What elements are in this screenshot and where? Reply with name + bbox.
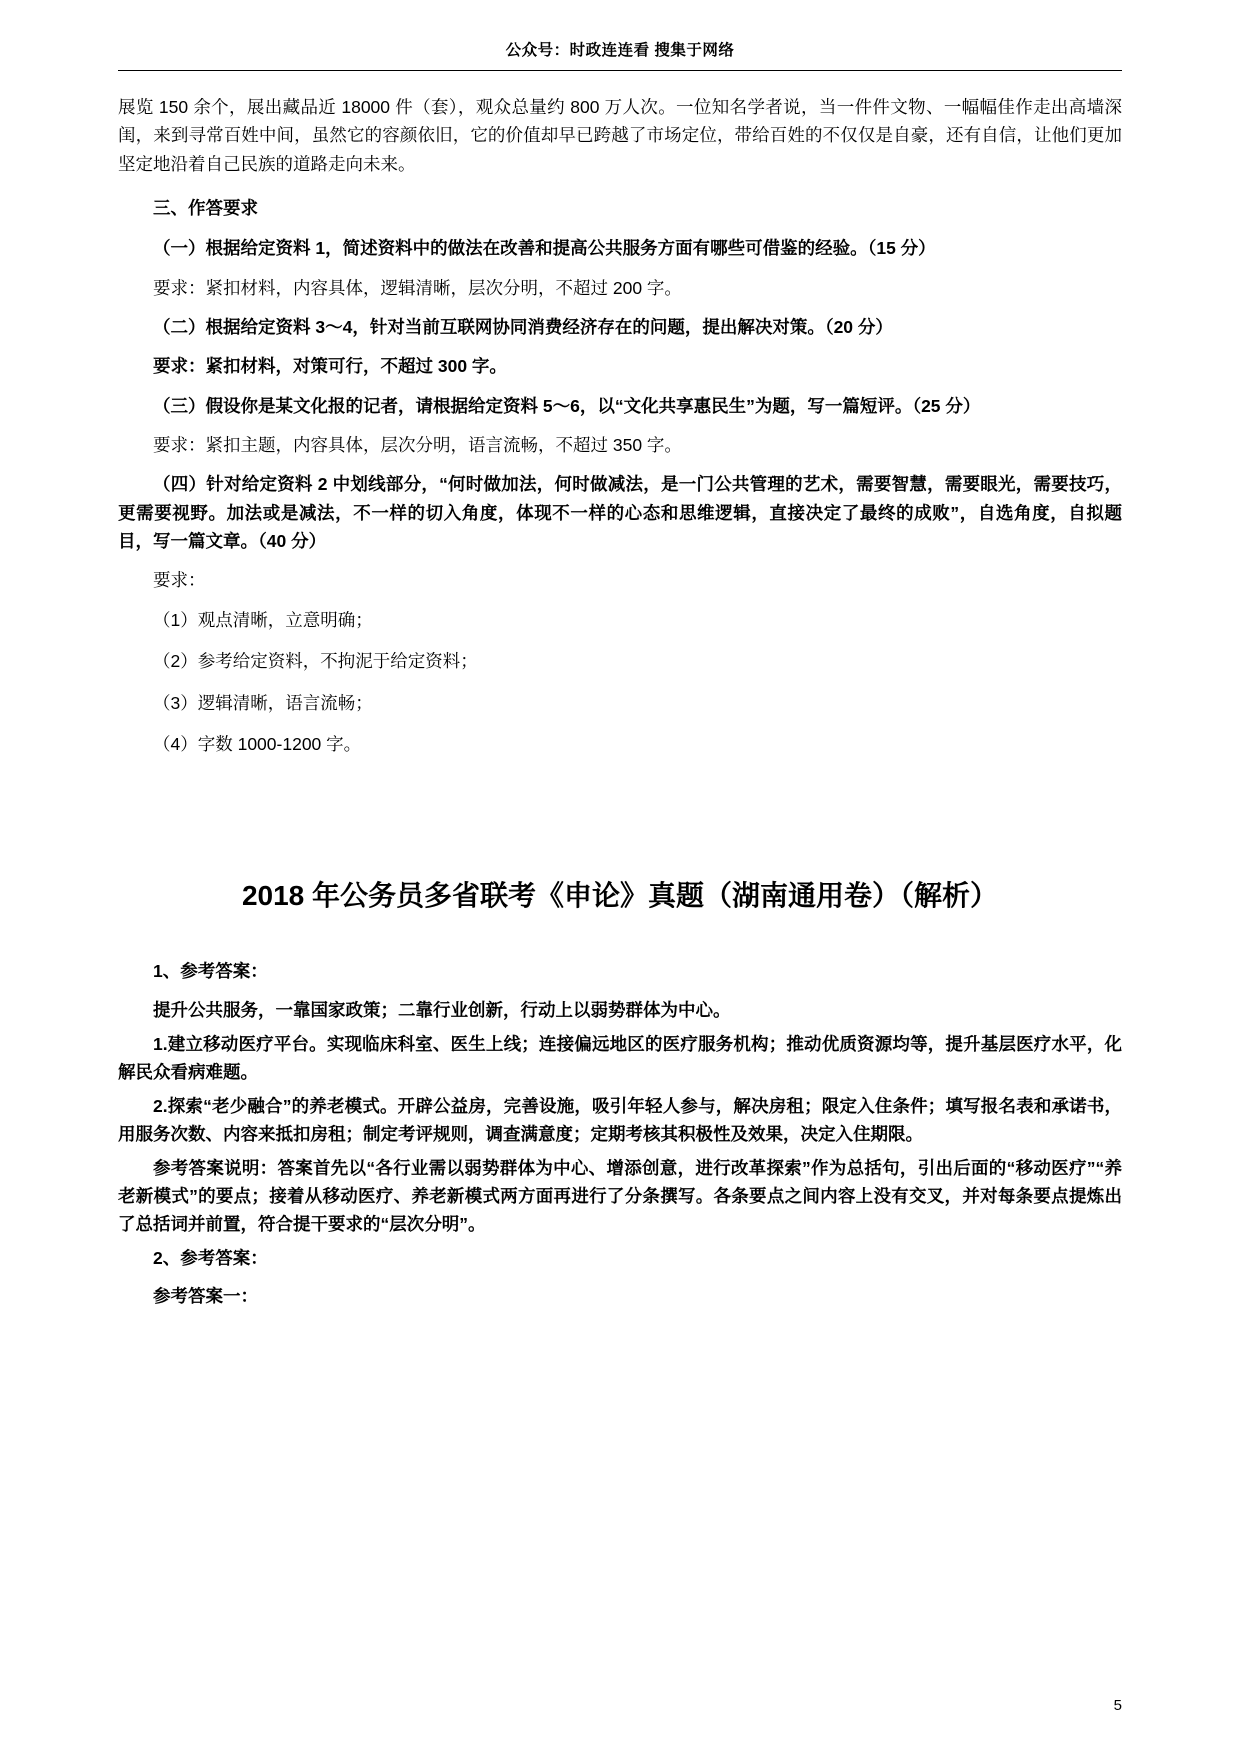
question-4-subrequirement-3: （3）逻辑清晰，语言流畅；: [153, 692, 373, 713]
question-4-subrequirement-1: （1）观点清晰，立意明确；: [153, 609, 373, 630]
answer-2-heading: 2、参考答案：: [153, 1247, 268, 1268]
answer-1-paragraph-3: 2.探索“老少融合”的养老模式。开辟公益房，完善设施，吸引年轻人参与，解决房租；限定入住条件；填写报名表和承诺书，用服务次数、内容来抵扣房租；制定考评规则，调查满意度；定期考核其积极性及效果，决定入住期限。: [118, 1095, 1122, 1144]
intro-paragraph: 展览 150 余个，展出藏品近 18000 件（套），观众总量约 800 万人次。一位知名学者说，当一件件文物、一幅幅佳作走出高墙深闺，来到寻常百姓中间，虽然它的容颜依旧，它的价值却早已跨越了市场定位，带给百姓的不仅仅是自豪，还有自信，让他们更加坚定地沿着自己民族的道路走向未来。: [118, 97, 1122, 174]
question-3-prompt: （三）假设你是某文化报的记者，请根据给定资料 5～6，以“文化共享惠民生”为题，写一篇短评。（25 分）: [153, 395, 981, 416]
question-1-prompt: （一）根据给定资料 1，简述资料中的做法在改善和提高公共服务方面有哪些可借鉴的经验。（15 分）: [153, 238, 936, 259]
answer-1-explanation: 参考答案说明：答案首先以“各行业需以弱势群体为中心、增添创意，进行改革探索”作为总括句，引出后面的“移动医疗”“养老新模式”的要点；接着从移动医疗、养老新模式两方面再进行了分条撰写。各条要点之间内容上没有交叉，并对每条要点提炼出了总括词并前置，符合提干要求的“层次分明”。: [118, 1157, 1122, 1234]
header-divider: [118, 70, 1122, 71]
section-title: 三、作答要求: [153, 198, 258, 219]
question-4-prompt: （四）针对给定资料 2 中划线部分，“何时做加法，何时做减法，是一门公共管理的艺术，需要智慧，需要眼光，需要技巧，更需要视野。加法或是减法，不一样的切入角度，体现不一样的心态和思维逻辑，直接决定了最终的成败”，自选角度，自拟题目，写一篇文章。（40 分）: [118, 474, 1122, 552]
answer-1-paragraph-2: 1.建立移动医疗平台。实现临床科室、医生上线；连接偏远地区的医疗服务机构；推动优质资源均等，提升基层医疗水平，化解民众看病难题。: [118, 1033, 1122, 1082]
answer-1-paragraph-1: 提升公共服务，一靠国家政策；二靠行业创新，行动上以弱势群体为中心。: [153, 999, 731, 1020]
question-4-requirement: 要求：: [153, 570, 206, 591]
page-number: 5: [1113, 1697, 1122, 1714]
page-header-watermark: 公众号：时政连连看 搜集于网络: [505, 42, 735, 59]
answer-1-heading: 1、参考答案：: [153, 961, 268, 982]
answer-2-subheading: 参考答案一：: [153, 1286, 258, 1307]
question-3-requirement: 要求：紧扣主题，内容具体，层次分明，语言流畅，不超过 350 字。: [153, 435, 682, 456]
question-2-requirement: 要求：紧扣材料，对策可行，不超过 300 字。: [153, 356, 507, 377]
answer-document-title: 2018 年公务员多省联考《申论》真题（湖南通用卷）（解析）: [241, 880, 999, 912]
question-2-prompt: （二）根据给定资料 3～4，针对当前互联网协同消费经济存在的问题，提出解决对策。（20 分）: [153, 317, 893, 338]
question-4-subrequirement-2: （2）参考给定资料，不拘泥于给定资料；: [153, 651, 478, 672]
question-1-requirement: 要求：紧扣材料，内容具体，逻辑清晰，层次分明，不超过 200 字。: [153, 277, 682, 298]
answer-title-block: [118, 876, 1122, 915]
question-4-subrequirement-4: （4）字数 1000-1200 字。: [153, 733, 362, 754]
